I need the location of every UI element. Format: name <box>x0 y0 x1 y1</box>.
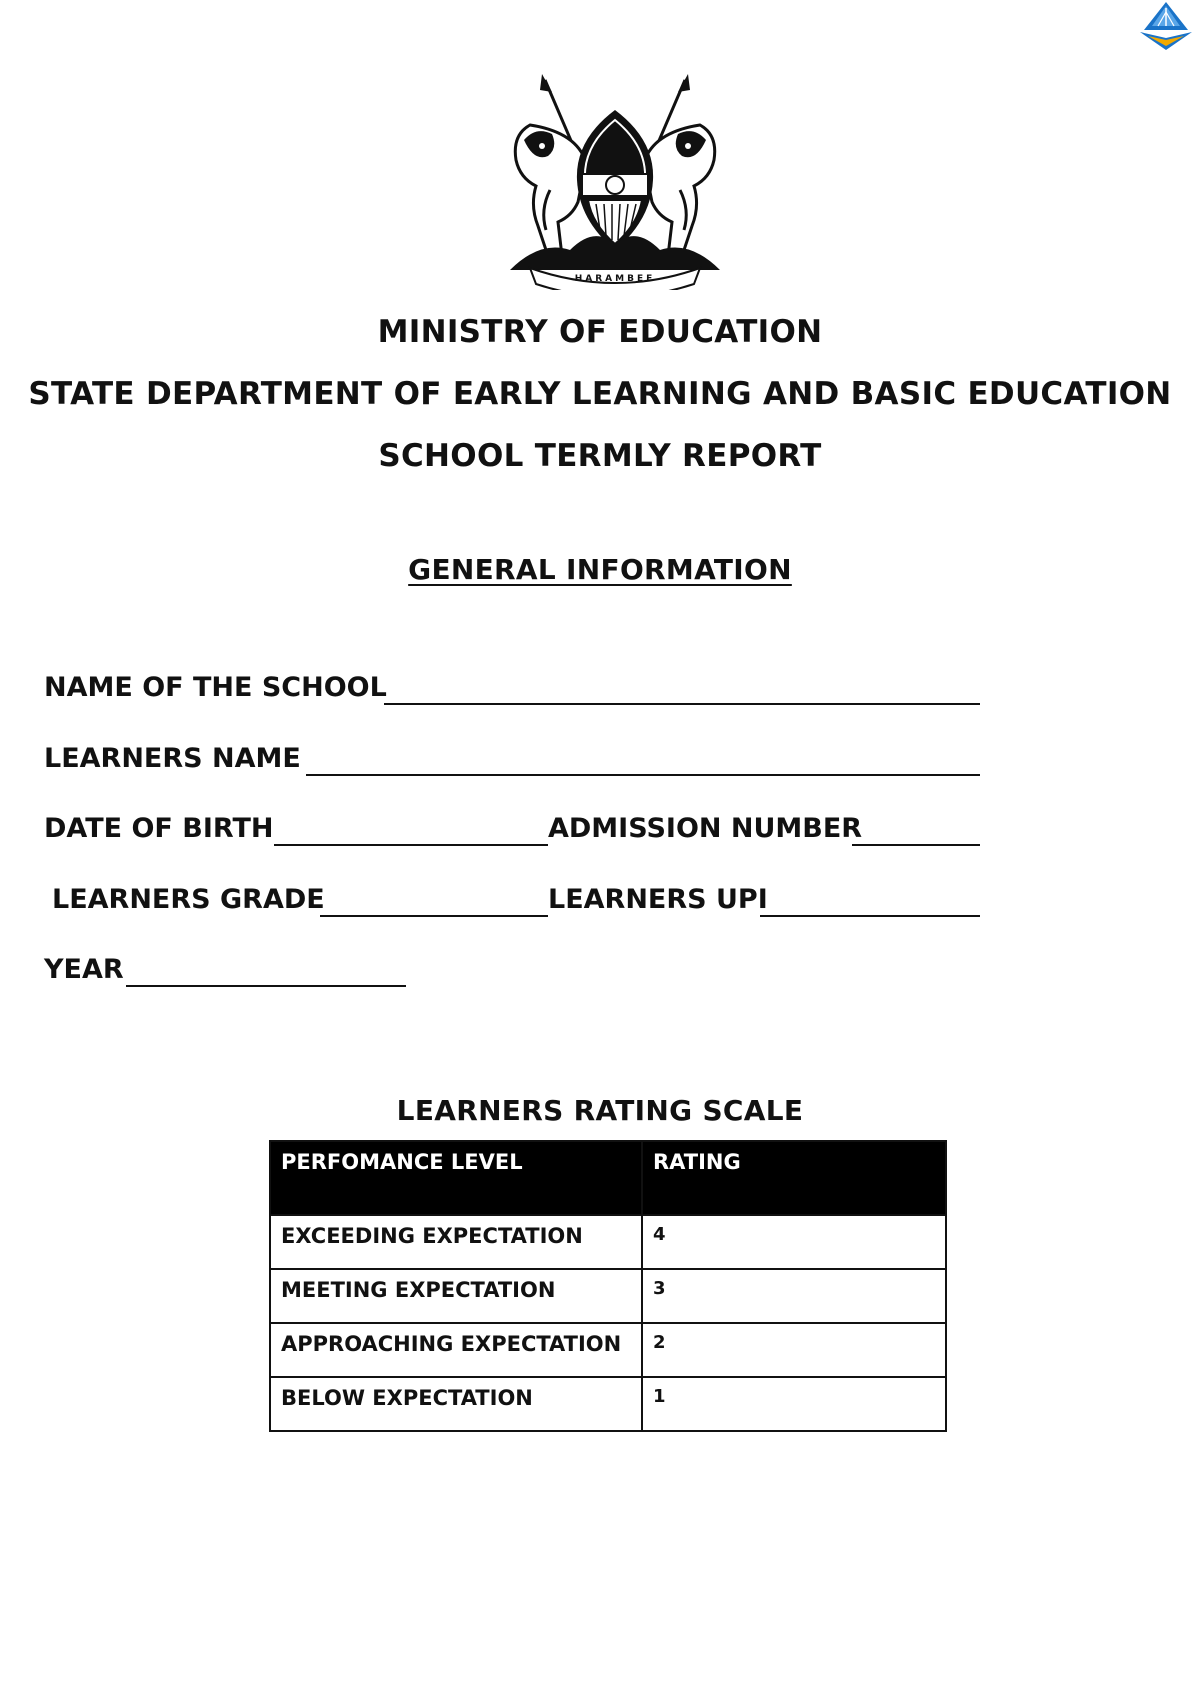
performance-level-cell: APPROACHING EXPECTATION <box>270 1323 642 1377</box>
rating-cell: 1 <box>642 1377 946 1431</box>
performance-level-cell: BELOW EXPECTATION <box>270 1377 642 1431</box>
school-name-label: NAME OF THE SCHOOL <box>44 672 387 703</box>
rating-scale-title: LEARNERS RATING SCALE <box>396 1094 804 1127</box>
admission-number-label: ADMISSION NUMBER <box>548 813 863 844</box>
upi-label: LEARNERS UPI <box>548 884 768 915</box>
school-name-field[interactable] <box>384 703 980 705</box>
table-row <box>270 1323 946 1377</box>
year-label: YEAR <box>44 954 124 985</box>
table-row <box>270 1377 946 1431</box>
table-row <box>270 1215 946 1269</box>
table-header-row <box>270 1141 946 1215</box>
coat-of-arms-icon <box>490 70 740 290</box>
rating-cell: 2 <box>642 1323 946 1377</box>
header-performance-level: PERFOMANCE LEVEL <box>270 1141 642 1215</box>
rating-cell: 3 <box>642 1269 946 1323</box>
crest-motto: HARAMBEE <box>574 274 656 284</box>
upi-field[interactable] <box>760 915 980 917</box>
performance-level-cell: EXCEEDING EXPECTATION <box>270 1215 642 1269</box>
dob-field[interactable] <box>274 844 548 846</box>
performance-level-cell: MEETING EXPECTATION <box>270 1269 642 1323</box>
rating-cell: 4 <box>642 1215 946 1269</box>
general-information-title: GENERAL INFORMATION <box>408 553 792 586</box>
table-row <box>270 1269 946 1323</box>
learner-name-label: LEARNERS NAME <box>44 743 301 774</box>
dob-label: DATE OF BIRTH <box>44 813 274 844</box>
header-rating: RATING <box>642 1141 946 1215</box>
admission-number-field[interactable] <box>852 844 980 846</box>
rating-scale-table <box>269 1140 947 1432</box>
grade-label: LEARNERS GRADE <box>52 884 325 915</box>
report-title: SCHOOL TERMLY REPORT <box>378 438 822 474</box>
corner-logo-icon <box>1136 0 1196 56</box>
grade-field[interactable] <box>320 915 548 917</box>
year-field[interactable] <box>126 985 406 987</box>
learner-name-field[interactable] <box>306 774 980 776</box>
department-heading: STATE DEPARTMENT OF EARLY LEARNING AND BASIC EDUCATION <box>28 376 1172 412</box>
ministry-heading: MINISTRY OF EDUCATION <box>377 314 823 350</box>
